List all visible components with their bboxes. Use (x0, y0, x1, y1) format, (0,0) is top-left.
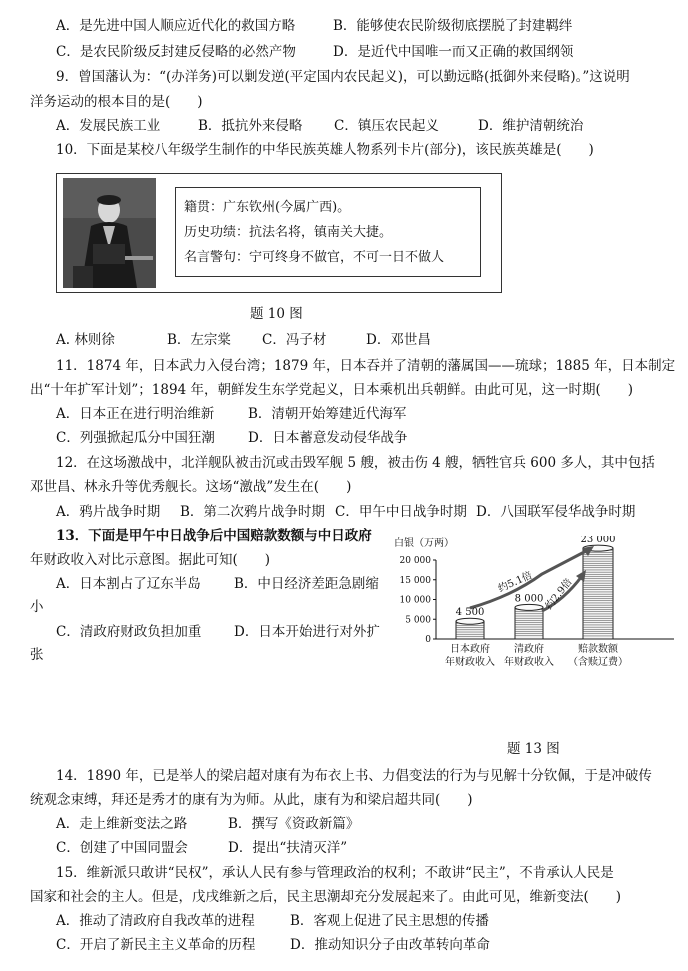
y-tick-label: 0 (425, 635, 431, 645)
q11-stem-line1: 11．1874 年，日本武力入侵台湾；1879 年，日本吞并了清朝的藩属国——琉球；1885 年，日本制定 (56, 358, 676, 374)
q11-option-a: A．日本正在进行明治维新 (56, 406, 215, 422)
q11-option-c: C．列强掀起瓜分中国狂潮 (56, 430, 215, 446)
q14-option-c: C．创建了中国同盟会 (56, 840, 188, 856)
coin-stack-bar (456, 618, 484, 639)
q12-option-d: D．八国联军侵华战争时期 (476, 504, 636, 520)
q15-stem-line2: 国家和社会的主人。但是，戊戌维新之后，民主思潮却充分发展起来了。由此可见，维新变法( ) (30, 889, 622, 905)
q12-option-c: C．甲午中日战争时期 (335, 504, 467, 520)
q10-option-d: D．邓世昌 (366, 332, 431, 348)
q10-stem: 10．下面是某校八年级学生制作的中华民族英雄人物系列卡片(部分)，该民族英雄是( ) (56, 142, 594, 158)
ratio-label-qing: 约2.9倍 (543, 576, 575, 612)
q14-option-d: D．提出“扶清灭洋” (228, 840, 348, 856)
q14-option-a: A．走上维新变法之路 (56, 816, 188, 832)
y-tick-label: 15 000 (399, 575, 431, 586)
q15-option-b: B．客观上促进了民主思想的传播 (290, 913, 489, 929)
q14-option-b: B．撰写《资政新篇》 (228, 816, 360, 832)
bar-value-label: 4 500 (455, 607, 485, 619)
ratio-label-japan: 约5.1倍 (496, 570, 535, 595)
q12-stem-line2: 邓世昌、林永升等优秀舰长。这场“激战”发生在( ) (30, 479, 352, 495)
chart-y-axis-label: 白银（万两） (394, 538, 454, 549)
q13-option-b-cont: 小 (30, 599, 44, 615)
q11-option-d: D．日本蓄意发动侵华战争 (248, 430, 408, 446)
q12-option-b: B．第二次鸦片战争时期 (180, 504, 325, 520)
bar-value-label: 8 000 (514, 593, 544, 605)
coin-stack-bar (515, 604, 543, 639)
category-label: 赔款数额 (578, 644, 618, 655)
q15-stem-line1: 15．维新派只敢讲“民权”，承认人民有参与管理政治的权利；不敢讲“民主”，不肯承认人民是 (56, 865, 614, 881)
y-tick-label: 10 000 (399, 595, 431, 606)
q13-option-a: A．日本割占了辽东半岛 (56, 576, 201, 592)
q13-option-b: B．中日经济差距急剧缩 (234, 576, 379, 592)
q13-caption: 题 13 图 (507, 741, 560, 757)
q13-stem-line1: 13．下面是甲午中日战争后中国赔款数额与中日政府 (56, 528, 372, 544)
q8-option-b: B．能够使农民阶级彻底摆脱了封建羁绊 (333, 18, 573, 34)
q10-option-b: B．左宗棠 (167, 332, 231, 348)
q9-option-a: A．发展民族工业 (56, 118, 161, 134)
q9-option-c: C．镇压农民起义 (334, 118, 439, 134)
hero-quote: 名言警句：宁可终身不做官，不可一日不做人 (184, 250, 445, 265)
q9-stem-line1: 9．曾国藩认为：“(办洋务)可以剿发逆(平定国内农民起义)，可以勤远略(抵御外来侵略)。”这说明 (56, 69, 630, 85)
q14-stem-line1: 14．1890 年，已是举人的梁启超对康有为布衣上书、力倡变法的行为与见解十分钦佩，于是冲破传 (56, 768, 652, 784)
q15-option-d: D．推动知识分子由改革转向革命 (290, 937, 490, 953)
q8-option-d: D．是近代中国唯一而又正确的救国纲领 (333, 44, 574, 60)
q10-option-c: C．冯子材 (262, 332, 327, 348)
category-label: 清政府 (514, 644, 544, 655)
hero-hometown: 籍贯：广东钦州(今属广西)。 (184, 200, 351, 215)
q11-option-b: B．清朝开始筹建近代海军 (248, 406, 407, 422)
q13-option-d: D．日本开始进行对外扩 (234, 624, 380, 640)
hero-achievement: 历史功绩：抗法名将，镇南关大捷。 (184, 225, 393, 240)
q15-option-c: C．开启了新民主主义革命的历程 (56, 937, 256, 953)
q8-option-c: C．是农民阶级反封建反侵略的必然产物 (56, 44, 296, 60)
hero-portrait-image (63, 178, 156, 288)
hero-info-box (175, 187, 481, 277)
q12-option-a: A．鸦片战争时期 (56, 504, 161, 520)
hero-card (56, 173, 502, 293)
q10-option-a: A. 林则徐 (56, 332, 115, 348)
q8-option-a: A．是先进中国人顺应近代化的救国方略 (56, 18, 296, 34)
y-tick-label: 5 000 (405, 615, 431, 626)
q15-option-a: A．推动了清政府自我改革的进程 (56, 913, 255, 929)
y-tick-label: 20 000 (399, 556, 431, 566)
bar-value-label: 23 000 (580, 536, 616, 546)
category-label: 年财政收入 (504, 657, 554, 668)
coin-stack-bar (583, 545, 613, 639)
q14-stem-line2: 统观念束缚，拜还是秀才的康有为为师。从此，康有为和梁启超共同( ) (30, 792, 473, 808)
q13-option-d-cont: 张 (30, 647, 44, 663)
q12-stem-line1: 12．在这场激战中，北洋舰队被击沉或击毁军舰 5 艘，被击伤 4 艘，牺牲官兵 600 多人，其中包括 (56, 455, 655, 471)
q9-option-d: D．维护清朝统治 (478, 118, 584, 134)
q11-stem-line2: 出“十年扩军计划”；1894 年，朝鲜发生东学党起义，日本乘机出兵朝鲜。由此可见，这一时期( ) (30, 382, 633, 398)
q13-stem-line2: 年财政收入对比示意图。据此可知( ) (30, 552, 271, 568)
q9-stem-line2: 洋务运动的根本目的是( ) (30, 94, 203, 110)
q13-option-c: C．清政府财政负担加重 (56, 624, 202, 640)
q10-caption: 题 10 图 (250, 306, 303, 322)
q9-option-b: B．抵抗外来侵略 (198, 118, 303, 134)
category-label: （含赎辽费） (568, 657, 628, 668)
silver-comparison-chart (392, 536, 677, 682)
category-label: 年财政收入 (445, 657, 495, 668)
category-label: 日本政府 (450, 644, 490, 655)
